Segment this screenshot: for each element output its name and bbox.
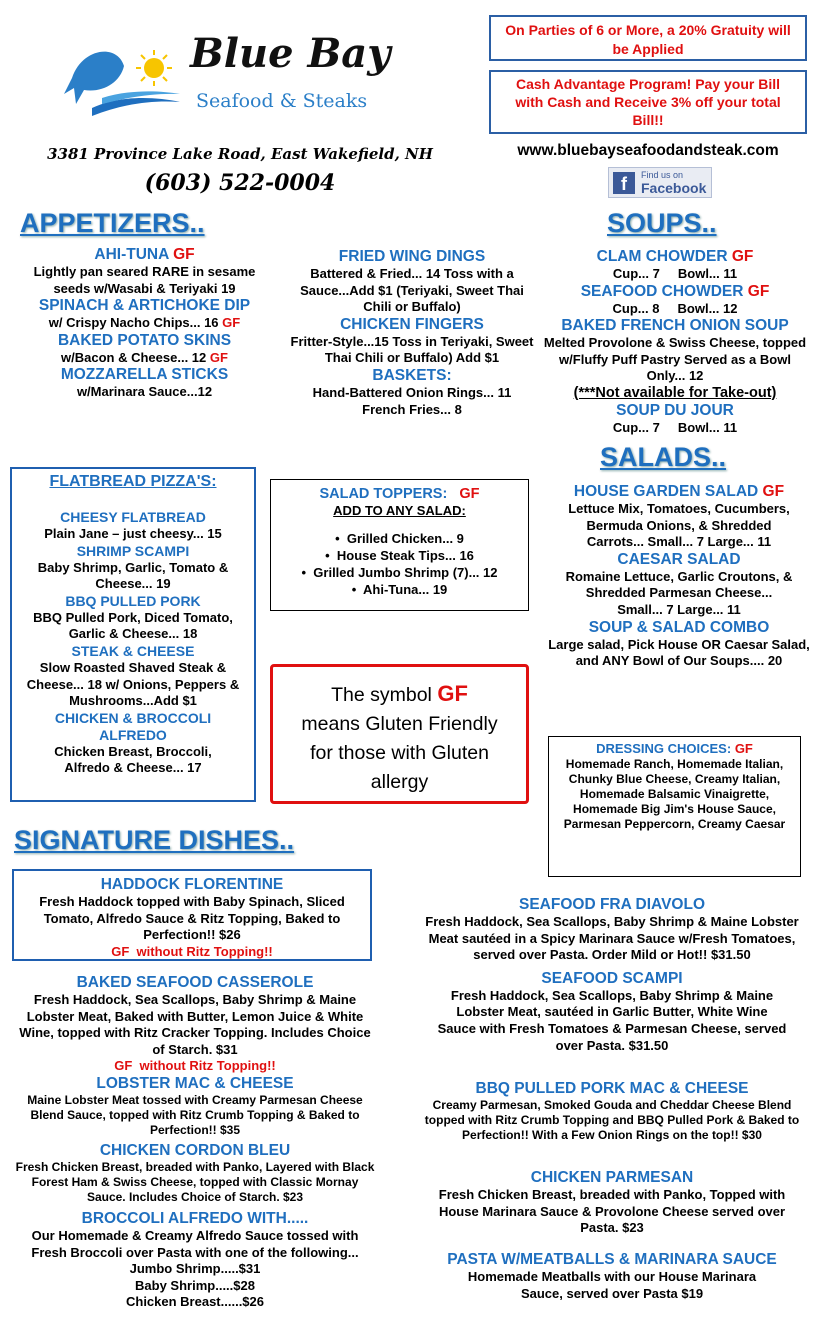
- soup-item-name: SEAFOOD CHOWDER GF: [580, 282, 770, 300]
- topper-item: • Grilled Chicken... 9: [335, 531, 464, 546]
- app-item-desc: Fritter-Style...15 Toss in Teriyaki, Sweet Thai Chili or Buffalo) Add $1: [290, 333, 534, 366]
- app-item-desc: French Fries... 8: [362, 401, 462, 417]
- salad-item-name: SOUP & SALAD COMBO: [588, 618, 770, 636]
- signature-item-name: SEAFOOD SCAMPI: [541, 969, 683, 987]
- soup-item-name: BAKED FRENCH ONION SOUP: [561, 317, 789, 335]
- facebook-big-text: Facebook: [641, 180, 707, 196]
- app-item-desc: Battered & Fried... 14 Toss with a Sauce...Add $1 (Teriyaki, Sweet Thai Chili or Buffalo): [300, 266, 524, 315]
- signature-item-desc: Fresh Chicken Breast, breaded with Panko, Layered with Black Forest Ham & Swiss Cheese, topped with Classic Mornay Sauce. Includes Choice of Starch. $23: [15, 1159, 375, 1204]
- restaurant-name: Blue Bay: [190, 30, 391, 77]
- toppers-box: [270, 479, 529, 611]
- salad-item-desc: Romaine Lettuce, Garlic Croutons, & Shredded Parmesan Cheese... Small... 7 Large... 11: [565, 568, 793, 617]
- signature-item-desc: Maine Lobster Meat tossed with Creamy Parmesan Cheese Blend Sauce, topped with Ritz Crumb Topping & Baked to Perfection!! $35: [27, 1092, 363, 1137]
- app-item-desc: w/Marinara Sauce...12: [76, 384, 213, 400]
- soups-list: [540, 248, 810, 437]
- facebook-button[interactable]: [608, 167, 712, 198]
- signature-item-desc: Creamy Parmesan, Smoked Gouda and Cheddar Cheese Blend topped with Ritz Crumb Topping and BBQ Pulled Pork & Baked to Perfection!! With a Few Onion Rings on the top!! $30: [424, 1098, 800, 1143]
- appetizers-left: [12, 246, 277, 401]
- salad-item-desc: Lettuce Mix, Tomatoes, Cucumbers, Bermuda Onions, & Shredded Carrots... Small... 7 Large... 11: [568, 501, 790, 550]
- haddock-florentine-box: [12, 869, 372, 961]
- signature-item-name: SEAFOOD FRA DIAVOLO: [519, 896, 705, 913]
- toppers-subtitle: ADD TO ANY SALAD:: [333, 503, 466, 518]
- flatbread-item-name: CHICKEN & BROCCOLI ALFREDO: [54, 709, 212, 743]
- soups-title: SOUPS..: [607, 208, 717, 238]
- flatbread-item-name: BBQ PULLED PORK: [65, 592, 201, 609]
- signature-option: Chicken Breast......$26: [125, 1294, 264, 1310]
- app-item-name: CHICKEN FINGERS: [340, 315, 484, 333]
- signature-item-desc: Our Homemade & Creamy Alfredo Sauce tossed with Fresh Broccoli over Pasta with one of the following...: [31, 1227, 359, 1260]
- topper-item: • Ahi-Tuna... 19: [351, 582, 448, 597]
- app-item-desc: Lightly pan seared RARE in sesame seeds w/Wasabi & Teriyaki 19: [33, 264, 256, 296]
- facebook-small-text: Find us on: [641, 170, 684, 180]
- signature-title: SIGNATURE DISHES..: [14, 825, 295, 855]
- logo: [62, 38, 182, 118]
- soup-item-desc: Melted Provolone & Swiss Cheese, topped w/Fluffy Puff Pastry Served as a Bowl Only... 12: [543, 335, 807, 384]
- toppers-list: [275, 530, 524, 598]
- signature-item-desc: Homemade Meatballs with our House Marinara Sauce, served over Pasta $19: [467, 1268, 757, 1301]
- cash-text: Cash Advantage Program! Pay your Bill with Cash and Receive 3% off your total Bill!!: [515, 76, 781, 128]
- signature-item-name: BAKED SEAFOOD CASSEROLE: [76, 974, 314, 991]
- flatbread-item-name: STEAK & CHEESE: [71, 642, 195, 659]
- cash-notice: [489, 70, 807, 134]
- signature-item-desc: Fresh Haddock, Sea Scallops, Baby Shrimp & Maine Lobster Meat, Baked with Butter, Lemon Juice & White Wine, topped with Ritz Cracker Topping. Includes Choice of Starch. $31: [19, 992, 371, 1057]
- flatbread-item-desc: Chicken Breast, Broccoli, Alfredo & Cheese... 17: [54, 743, 212, 776]
- signature-item-name: BROCCOLI ALFREDO WITH.....: [81, 1209, 309, 1227]
- topper-item: • House Steak Tips... 16: [325, 548, 474, 563]
- signature-item-name: CHICKEN CORDON BLEU: [99, 1141, 291, 1159]
- flatbread-item-desc: Slow Roasted Shaved Steak & Cheese... 18 w/ Onions, Peppers & Mushrooms...Add $1: [26, 659, 240, 709]
- signature-item-note: GF without Ritz Topping!!: [111, 943, 273, 959]
- signature-item-name: CHICKEN PARMESAN: [530, 1169, 694, 1187]
- signature-item-note: GF without Ritz Topping!!: [114, 1058, 276, 1074]
- app-item-desc: w/Bacon & Cheese... 12 GF: [61, 349, 228, 365]
- flatbread-item-desc: Baby Shrimp, Garlic, Tomato & Cheese... 19: [37, 559, 229, 592]
- phone: (603) 522-0004: [144, 170, 336, 196]
- dressing-title: DRESSING CHOICES: GF: [596, 741, 753, 756]
- soup-item-desc: Cup... 7 Bowl... 11: [612, 419, 738, 435]
- salads-list: [548, 483, 810, 670]
- soup-note: (***Not available for Take-out): [573, 384, 777, 401]
- app-item-desc: Hand-Battered Onion Rings... 11: [312, 384, 512, 400]
- flatbread-title: FLATBREAD PIZZA'S:: [49, 473, 217, 490]
- soup-item-name: SOUP DU JOUR: [616, 401, 734, 419]
- signature-item-desc: Fresh Haddock, Sea Scallops, Baby Shrimp & Maine Lobster Meat sautéed in a Spicy Marinara Sauce w/Fresh Tomatoes, served over Pasta. Order Mild or Hot!! $31.50: [425, 914, 799, 963]
- appetizers-middle: [282, 248, 542, 418]
- app-item-name: BASKETS:: [372, 366, 452, 384]
- salad-item-name: HOUSE GARDEN SALAD GF: [573, 483, 785, 500]
- address: 3381 Province Lake Road, East Wakefield, NH: [47, 145, 433, 163]
- signature-item-name: LOBSTER MAC & CHEESE: [96, 1074, 294, 1092]
- fish-logo-icon: [62, 38, 182, 118]
- dressing-box: [548, 736, 801, 877]
- sun-icon: [136, 50, 172, 86]
- flatbread-item-name: SHRIMP SCAMPI: [76, 542, 190, 559]
- signature-item-name: HADDOCK FLORENTINE: [100, 876, 284, 893]
- signature-item-name: PASTA W/MEATBALLS & MARINARA SAUCE: [447, 1250, 777, 1268]
- website-link[interactable]: www.bluebayseafoodandsteak.com: [517, 142, 779, 159]
- flatbread-item-desc: Plain Jane – just cheesy... 15: [44, 526, 222, 541]
- app-item-name: AHI-TUNA GF: [94, 246, 195, 263]
- flatbread-item-desc: BBQ Pulled Pork, Diced Tomato, Garlic & Cheese... 18: [33, 609, 233, 642]
- soup-item-name: CLAM CHOWDER GF: [596, 248, 754, 265]
- signature-left: [12, 974, 378, 1311]
- app-item-desc: w/ Crispy Nacho Chips... 16 GF: [48, 315, 241, 331]
- gf-note-line2: means Gluten Friendly: [301, 713, 498, 735]
- signature-option: Jumbo Shrimp.....$31: [129, 1261, 261, 1277]
- facebook-icon: f: [613, 172, 635, 194]
- toppers-title: SALAD TOPPERS: GF: [319, 486, 480, 502]
- salad-item-desc: Large salad, Pick House OR Caesar Salad, and ANY Bowl of Our Soups.... 20: [548, 636, 810, 669]
- app-item-name: BAKED POTATO SKINS: [57, 331, 232, 349]
- gf-note-line3: for those with Gluten: [310, 742, 489, 764]
- topper-item: • Grilled Jumbo Shrimp (7)... 12: [301, 565, 498, 580]
- app-item-name: MOZZARELLA STICKS: [60, 366, 229, 384]
- signature-item-desc: Fresh Haddock, Sea Scallops, Baby Shrimp & Maine Lobster Meat, sautéed in Garlic Butter, White Wine Sauce with Fresh Tomatoes & Parmesan Cheese, served over Pasta. $31.50: [437, 987, 787, 1053]
- gf-note-line1: The symbol GF: [331, 681, 468, 706]
- salads-title: SALADS..: [600, 442, 727, 472]
- gf-note-box: [270, 664, 529, 804]
- signature-item-desc: Fresh Chicken Breast, breaded with Panko, Topped with House Marinara Sauce & Provolone Cheese served over Pasta. $23: [438, 1187, 786, 1236]
- signature-item-name: BBQ PULLED PORK MAC & CHEESE: [475, 1080, 749, 1098]
- signature-item-desc: Fresh Haddock topped with Baby Spinach, Sliced Tomato, Alfredo Sauce & Ritz Topping, Baked to Perfection!! $26: [39, 894, 345, 943]
- gf-note-line4: allergy: [370, 771, 429, 793]
- appetizers-title: APPETIZERS..: [20, 208, 205, 238]
- gratuity-notice: [489, 15, 807, 61]
- flatbread-box: [10, 467, 256, 802]
- restaurant-tagline: Seafood & Steaks: [196, 90, 368, 112]
- flatbread-item-name: CHEESY FLATBREAD: [60, 509, 206, 525]
- signature-option: Baby Shrimp.....$28: [135, 1277, 255, 1293]
- app-item-name: FRIED WING DINGS: [338, 248, 486, 265]
- salad-item-name: CAESAR SALAD: [617, 550, 741, 568]
- app-item-name: SPINACH & ARTICHOKE DIP: [38, 297, 251, 315]
- dressing-desc: Homemade Ranch, Homemade Italian, Chunky Blue Cheese, Creamy Italian, Homemade Balsamic Vinaigrette, Homemade Big Jim's House Sauce, Parmesan Peppercorn, Creamy Caesar: [563, 757, 786, 831]
- soup-item-desc: Cup... 7 Bowl... 11: [612, 266, 738, 281]
- soup-item-desc: Cup... 8 Bowl... 12: [612, 300, 738, 316]
- signature-right: [412, 896, 812, 1302]
- gratuity-text: On Parties of 6 or More, a 20% Gratuity will be Applied: [505, 22, 791, 57]
